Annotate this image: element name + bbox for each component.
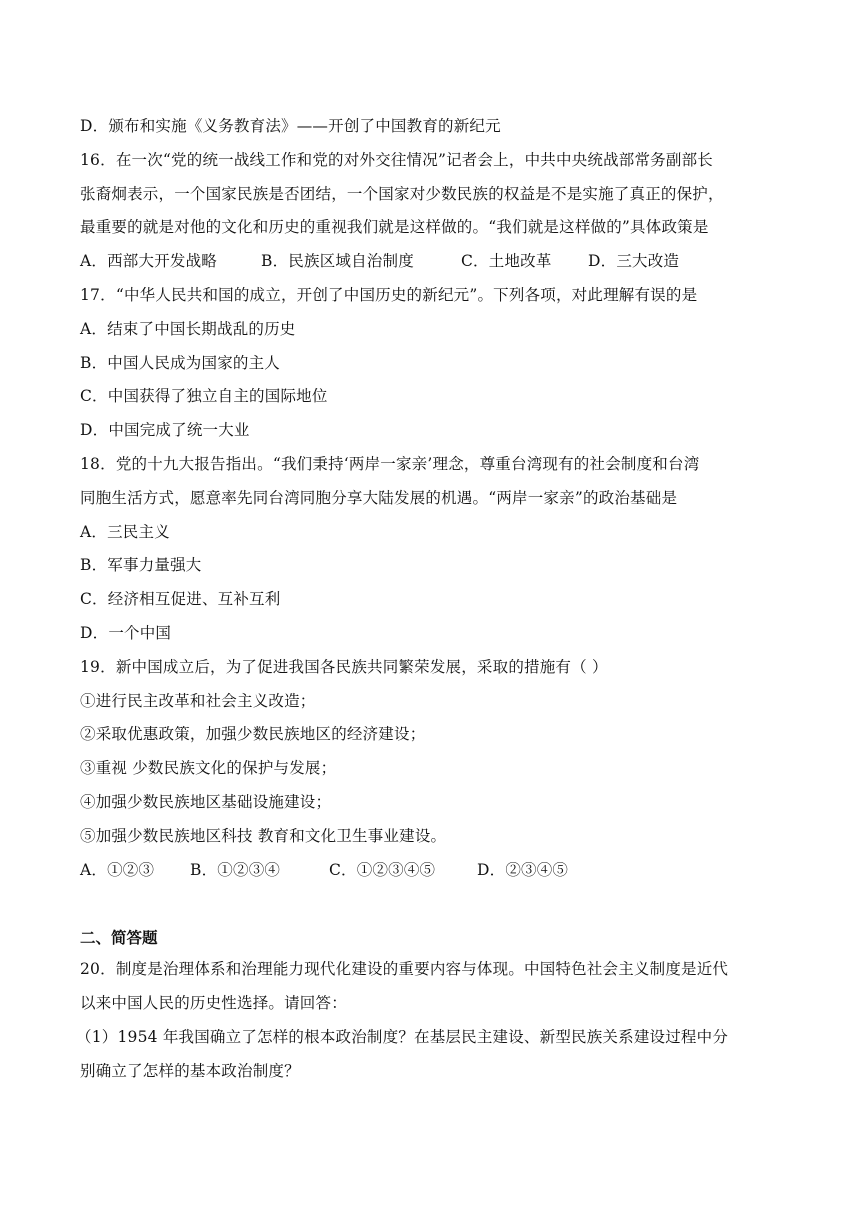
q18-option-a: A．三民主义 (80, 522, 170, 541)
q18-stem-line-2: 同胞生活方式，愿意率先同台湾同胞分享大陆发展的机遇。“两岸一家亲”的政治基础是 (80, 488, 678, 507)
q19-item-3: ③重视 少数民族文化的保护与发展； (80, 759, 337, 778)
q19-item-2: ②采取优惠政策，加强少数民族地区的经济建设； (80, 725, 426, 744)
q19-stem: 19．新中国成立后，为了促进我国各民族共同繁荣发展，采取的措施有（ ） (80, 657, 608, 676)
q16-stem-line-1: 16．在一次“党的统一战线工作和党的对外交往情况”记者会上，中共中央统战部常务副部长 (80, 150, 713, 169)
q18-option-c: C．经济相互促进、互补互利 (80, 590, 281, 609)
q19-item-1: ①进行民主改革和社会主义改造； (80, 691, 316, 710)
q19-options (80, 854, 790, 888)
q20-stem-line-2: 以来中国人民的历史性选择。请回答： (80, 994, 347, 1013)
q16-options (80, 245, 790, 279)
q18-option-b: B．军事力量强大 (80, 556, 202, 575)
q20-sub1-line-2: 别确立了怎样的基本政治制度？ (80, 1061, 300, 1080)
q19-option-d: D．②③④⑤ (477, 860, 569, 879)
q17-option-c: C．中国获得了独立自主的国际地位 (80, 387, 328, 406)
q16-option-d: D．三大改造 (588, 252, 680, 271)
q16-stem-line-2: 张裔炯表示，一个国家民族是否团结，一个国家对少数民族的权益是不是实施了真正的保护， (80, 184, 724, 203)
q20-stem-line-1: 20．制度是治理体系和治理能力现代化建设的重要内容与体现。中国特色社会主义制度是近代 (80, 960, 729, 979)
q16-option-c: C．土地改革 (461, 252, 552, 271)
q20-sub1-line-1: （1）1954 年我国确立了怎样的根本政治制度？在基层民主建设、新型民族关系建设过程中分 (76, 1027, 729, 1046)
exam-page (76, 110, 790, 1089)
q19-item-4: ④加强少数民族地区基础设施建设； (80, 792, 332, 811)
section-spacer (80, 887, 790, 923)
q18-stem-line-1: 18．党的十九大报告指出。“我们秉持‘两岸一家亲’理念，尊重台湾现有的社会制度和台湾 (80, 454, 700, 473)
q17-option-b: B．中国人民成为国家的主人 (80, 353, 280, 372)
q17-stem: 17．“中华人民共和国的成立，开创了中国历史的新纪元”。下列各项，对此理解有误的是 (80, 285, 698, 304)
section-title-short-answer: 二、简答题 (80, 929, 158, 948)
q19-item-5: ⑤加强少数民族地区科技 教育和文化卫生事业建设。 (80, 826, 447, 845)
q19-option-b: B．①②③④ (190, 860, 281, 879)
q19-option-c: C．①②③④⑤ (329, 860, 436, 879)
q16-option-a: A．西部大开发战略 (80, 252, 217, 271)
q17-option-d: D．中国完成了统一大业 (80, 421, 250, 440)
q17-option-a: A．结束了中国长期战乱的历史 (80, 319, 296, 338)
q19-option-a: A．①②③ (80, 860, 155, 879)
q15-option-d: D．颁布和实施《义务教育法》——开创了中国教育的新纪元 (80, 117, 501, 135)
q18-option-d: D．一个中国 (80, 623, 172, 642)
q16-stem-line-3: 最重要的就是对他的文化和历史的重视我们就是这样做的。“我们就是这样做的”具体政策是 (80, 218, 709, 237)
q16-option-b: B．民族区域自治制度 (261, 252, 414, 271)
